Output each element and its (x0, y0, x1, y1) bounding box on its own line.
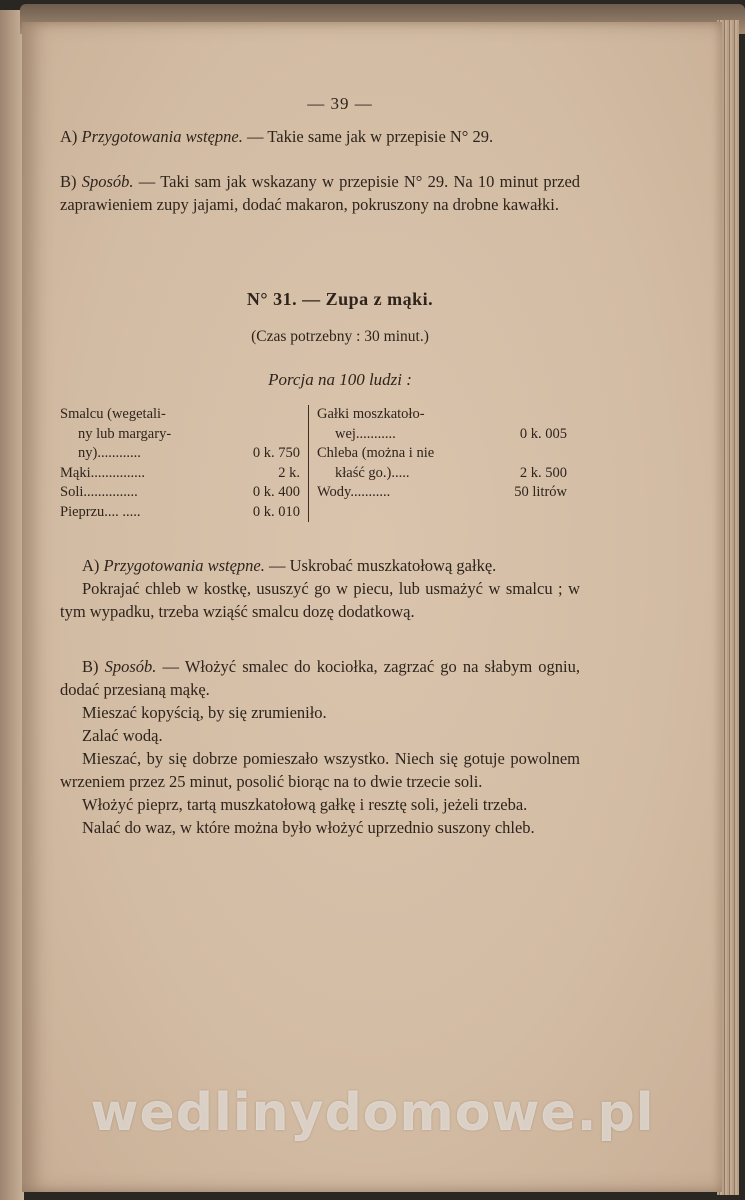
ingredient-name: Wody........... (317, 484, 391, 500)
ingredient-qty: 0 k. 005 (519, 425, 567, 442)
watermark: wedlinydomowe.pl (90, 1083, 655, 1143)
prep-text-2: Pokrajać chleb w kostkę, ususzyć go w piecu, lub usmażyć w smalcu ; w tym wypadku, trzeba wziąść smalcu dozę dodatkową. (60, 579, 580, 621)
ingredient-name: Pieprzu.... ..... (60, 503, 141, 520)
step-b-title: Sposób. (81, 172, 134, 191)
book-page (22, 22, 722, 1192)
ingredient-row (317, 464, 567, 484)
ingredient-name: Mąki............... (60, 464, 145, 481)
ingredient-name: wej........... (335, 425, 396, 442)
ingredient-name: Soli............... (60, 484, 138, 500)
ingredient-row (60, 483, 300, 503)
step-a-label: A) (60, 127, 78, 146)
ingredient-qty: 2 k. (278, 464, 300, 481)
step-a-title: Przygotowania wstępne. (81, 127, 243, 146)
ingredients-table (60, 405, 580, 522)
ingredient-qty: 50 litrów (514, 484, 567, 500)
method-step-line: Mieszać kopyścią, by się zrumieniło. (82, 703, 327, 722)
step-b-label: B) (60, 172, 77, 191)
intro-step-b (60, 170, 580, 216)
left-page-edge (0, 10, 24, 1200)
intro-step-a (60, 125, 580, 148)
method-title: Sposób. (104, 657, 157, 676)
ingredient-qty: 0 k. 400 (252, 484, 300, 500)
recipe-time: (Czas potrzebny : 30 minut.) (251, 328, 429, 345)
ingredient-name: ny)............ (78, 445, 141, 461)
ingredients-right-column (309, 405, 567, 522)
ingredient-line: Gałki moszkatoło- (317, 406, 425, 422)
page-number: — 39 — (307, 94, 373, 113)
page-content (60, 92, 580, 839)
prep-text: — Uskrobać muszkatołową gałkę. (269, 556, 497, 575)
step-a-text: — Takie same jak w przepisie N° 29. (247, 127, 494, 146)
ingredients-left-column (60, 405, 309, 522)
prep-title: Przygotowania wstępne. (103, 556, 265, 575)
method-step-line: Zalać wodą. (82, 726, 163, 745)
method-step-line: Mieszać, by się dobrze pomieszało wszystko. Niech się gotuje powolnem wrzeniem przez 25 minut, posolić biorąc na to dwie trzecie soli. (60, 749, 580, 791)
method-step (60, 655, 580, 701)
ingredient-row (317, 483, 567, 503)
prep-step (60, 554, 580, 577)
ingredient-line: Smalcu (wegetali- (60, 406, 166, 422)
ingredient-row (60, 464, 300, 484)
ingredient-qty: 2 k. 500 (519, 464, 567, 481)
recipe-title: N° 31. — Zupa z mąki. (246, 289, 434, 309)
ingredient-row (60, 444, 300, 464)
method-step-line: Nalać do waz, w które można było włożyć uprzednio suszony chleb. (82, 818, 535, 837)
method-label: B) (82, 657, 99, 676)
recipe-portion: Porcja na 100 ludzi : (268, 370, 412, 389)
ingredient-row (60, 503, 300, 523)
method-step-line: Włożyć pieprz, tartą muszkatołową gałkę i resztę soli, jeżeli trzeba. (82, 795, 528, 814)
step-b-text: — Taki sam jak wskazany w przepisie N° 29. Na 10 minut przed zaprawieniem zupy jajami, dodać makaron, pokruszony na drobne kawałki. (60, 172, 581, 214)
ingredient-row (317, 425, 567, 445)
prep-label: A) (82, 556, 100, 575)
ingredient-name: kłaść go.)..... (335, 464, 410, 481)
ingredient-line: Chleba (można i nie (317, 445, 435, 461)
ingredient-line: ny lub margary- (78, 425, 172, 442)
ingredient-qty: 0 k. 010 (252, 503, 300, 520)
method-text: — Włożyć smalec do kociołka, zagrzać go na słabym ogniu, dodać przesianą mąkę. (60, 657, 581, 699)
ingredient-qty: 0 k. 750 (252, 445, 300, 461)
